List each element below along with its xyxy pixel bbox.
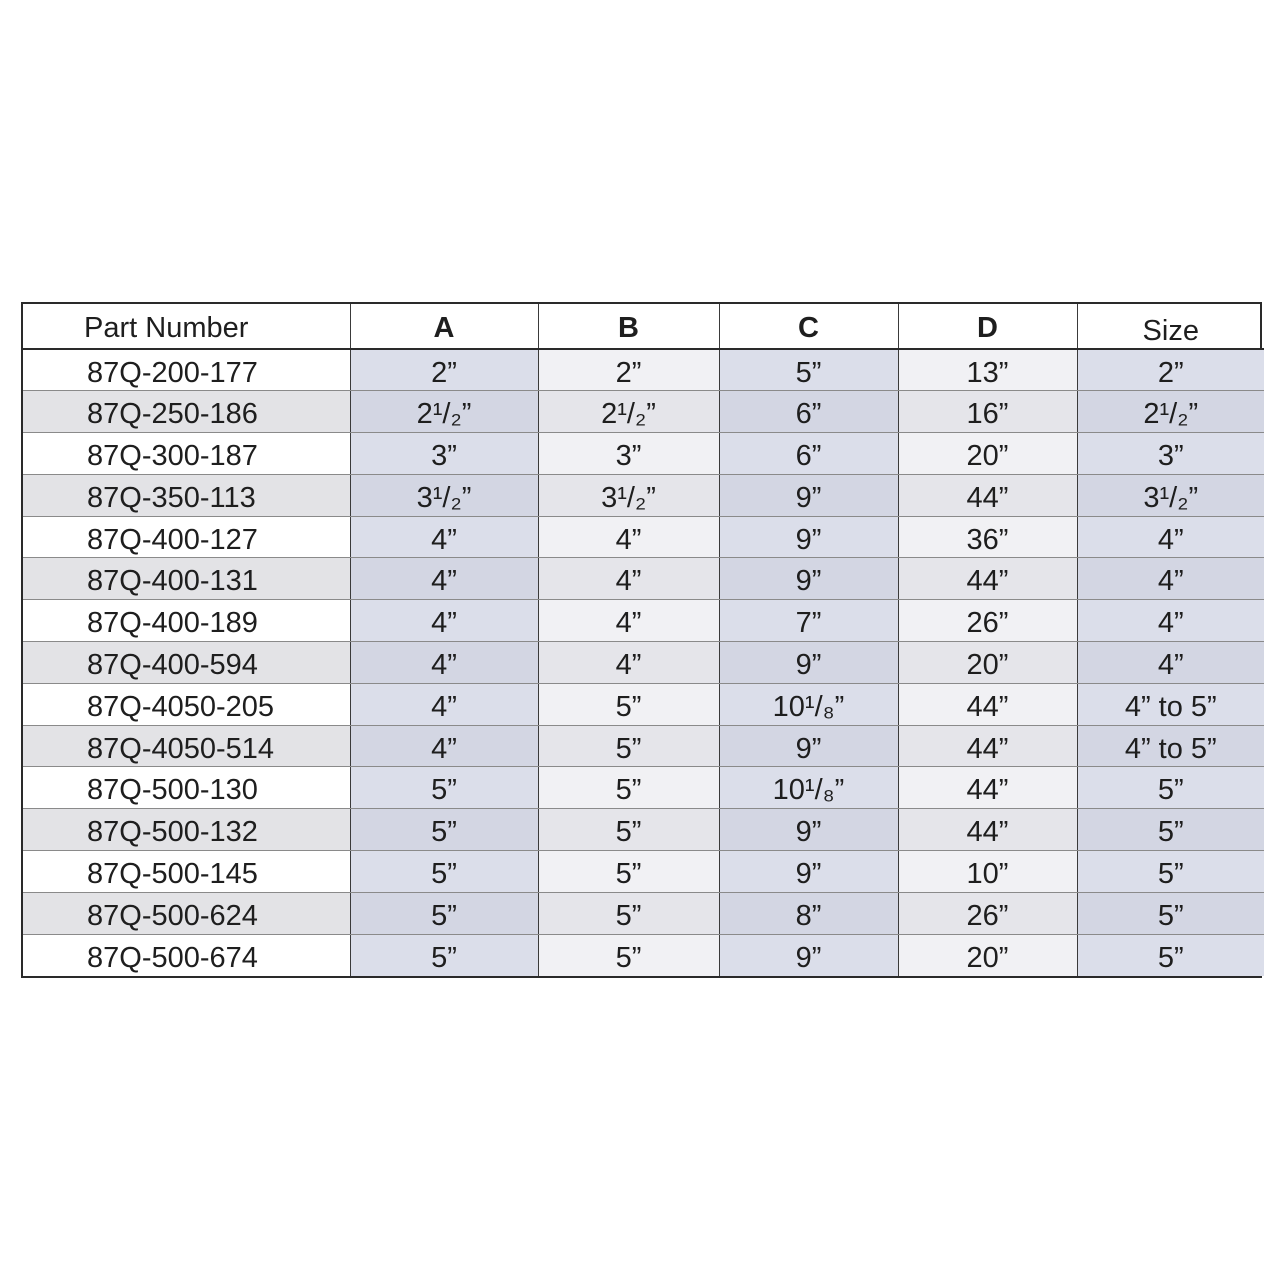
cell-part-number: 87Q-400-594: [23, 642, 350, 684]
table-row: [23, 767, 1264, 809]
cell-d: 16”: [898, 391, 1077, 433]
cell-part-number: 87Q-4050-205: [23, 683, 350, 725]
cell-size: 5”: [1077, 892, 1264, 934]
cell-b: 2¹/₂”: [538, 391, 719, 433]
table-row: [23, 391, 1264, 433]
cell-b: 4”: [538, 558, 719, 600]
table-row: [23, 934, 1264, 976]
table-row: [23, 558, 1264, 600]
cell-size: 4” to 5”: [1077, 725, 1264, 767]
cell-b: 3¹/₂”: [538, 474, 719, 516]
cell-a: 4”: [350, 642, 538, 684]
table-row: [23, 433, 1264, 475]
cell-b: 4”: [538, 600, 719, 642]
cell-a: 5”: [350, 809, 538, 851]
cell-size: 5”: [1077, 934, 1264, 976]
table-row: [23, 683, 1264, 725]
cell-a: 4”: [350, 516, 538, 558]
cell-size: 5”: [1077, 851, 1264, 893]
cell-part-number: 87Q-250-186: [23, 391, 350, 433]
cell-d: 44”: [898, 558, 1077, 600]
cell-a: 5”: [350, 934, 538, 976]
cell-d: 44”: [898, 809, 1077, 851]
cell-a: 4”: [350, 725, 538, 767]
cell-b: 5”: [538, 767, 719, 809]
cell-part-number: 87Q-500-130: [23, 767, 350, 809]
cell-part-number: 87Q-400-131: [23, 558, 350, 600]
cell-c: 9”: [719, 642, 898, 684]
cell-c: 9”: [719, 474, 898, 516]
cell-part-number: 87Q-4050-514: [23, 725, 350, 767]
table-header-row: [23, 304, 1264, 349]
cell-size: 3¹/₂”: [1077, 474, 1264, 516]
cell-a: 3¹/₂”: [350, 474, 538, 516]
cell-b: 4”: [538, 642, 719, 684]
cell-size: 4”: [1077, 558, 1264, 600]
cell-a: 2”: [350, 349, 538, 391]
cell-part-number: 87Q-500-624: [23, 892, 350, 934]
cell-b: 5”: [538, 851, 719, 893]
cell-d: 20”: [898, 934, 1077, 976]
header-b: B: [538, 304, 719, 349]
cell-c: 9”: [719, 809, 898, 851]
table-row: [23, 349, 1264, 391]
header-part-number: Part Number: [23, 304, 350, 349]
cell-c: 9”: [719, 558, 898, 600]
cell-size: 4”: [1077, 642, 1264, 684]
table-row: [23, 809, 1264, 851]
cell-part-number: 87Q-300-187: [23, 433, 350, 475]
cell-c: 9”: [719, 516, 898, 558]
cell-c: 7”: [719, 600, 898, 642]
cell-b: 5”: [538, 725, 719, 767]
cell-part-number: 87Q-500-674: [23, 934, 350, 976]
cell-size: 4”: [1077, 600, 1264, 642]
table-row: [23, 892, 1264, 934]
cell-size: 2”: [1077, 349, 1264, 391]
cell-a: 3”: [350, 433, 538, 475]
header-c: C: [719, 304, 898, 349]
table-row: [23, 600, 1264, 642]
header-size: Size: [1077, 304, 1264, 349]
cell-part-number: 87Q-200-177: [23, 349, 350, 391]
cell-b: 5”: [538, 934, 719, 976]
cell-b: 5”: [538, 683, 719, 725]
dimensions-table: [23, 304, 1264, 976]
table-row: [23, 851, 1264, 893]
cell-part-number: 87Q-400-189: [23, 600, 350, 642]
cell-d: 26”: [898, 600, 1077, 642]
cell-part-number: 87Q-500-145: [23, 851, 350, 893]
cell-d: 44”: [898, 683, 1077, 725]
cell-c: 8”: [719, 892, 898, 934]
cell-a: 2¹/₂”: [350, 391, 538, 433]
header-a: A: [350, 304, 538, 349]
cell-d: 44”: [898, 474, 1077, 516]
cell-c: 5”: [719, 349, 898, 391]
cell-a: 4”: [350, 683, 538, 725]
cell-size: 5”: [1077, 809, 1264, 851]
cell-d: 20”: [898, 433, 1077, 475]
cell-part-number: 87Q-350-113: [23, 474, 350, 516]
dimensions-table-container: [21, 302, 1262, 978]
cell-c: 9”: [719, 934, 898, 976]
cell-size: 3”: [1077, 433, 1264, 475]
cell-a: 4”: [350, 600, 538, 642]
cell-c: 9”: [719, 851, 898, 893]
cell-a: 4”: [350, 558, 538, 600]
cell-b: 4”: [538, 516, 719, 558]
cell-c: 6”: [719, 433, 898, 475]
cell-part-number: 87Q-400-127: [23, 516, 350, 558]
cell-c: 9”: [719, 725, 898, 767]
cell-d: 20”: [898, 642, 1077, 684]
table-body: [23, 349, 1264, 976]
cell-size: 4”: [1077, 516, 1264, 558]
table-row: [23, 474, 1264, 516]
cell-d: 36”: [898, 516, 1077, 558]
cell-b: 3”: [538, 433, 719, 475]
cell-b: 5”: [538, 892, 719, 934]
cell-a: 5”: [350, 892, 538, 934]
cell-d: 10”: [898, 851, 1077, 893]
cell-d: 44”: [898, 767, 1077, 809]
cell-part-number: 87Q-500-132: [23, 809, 350, 851]
cell-c: 10¹/₈”: [719, 767, 898, 809]
cell-size: 2¹/₂”: [1077, 391, 1264, 433]
table-row: [23, 516, 1264, 558]
cell-d: 26”: [898, 892, 1077, 934]
cell-size: 4” to 5”: [1077, 683, 1264, 725]
cell-c: 10¹/₈”: [719, 683, 898, 725]
cell-b: 2”: [538, 349, 719, 391]
cell-size: 5”: [1077, 767, 1264, 809]
cell-a: 5”: [350, 767, 538, 809]
cell-c: 6”: [719, 391, 898, 433]
cell-a: 5”: [350, 851, 538, 893]
table-row: [23, 642, 1264, 684]
cell-b: 5”: [538, 809, 719, 851]
table-row: [23, 725, 1264, 767]
cell-d: 44”: [898, 725, 1077, 767]
cell-d: 13”: [898, 349, 1077, 391]
header-d: D: [898, 304, 1077, 349]
